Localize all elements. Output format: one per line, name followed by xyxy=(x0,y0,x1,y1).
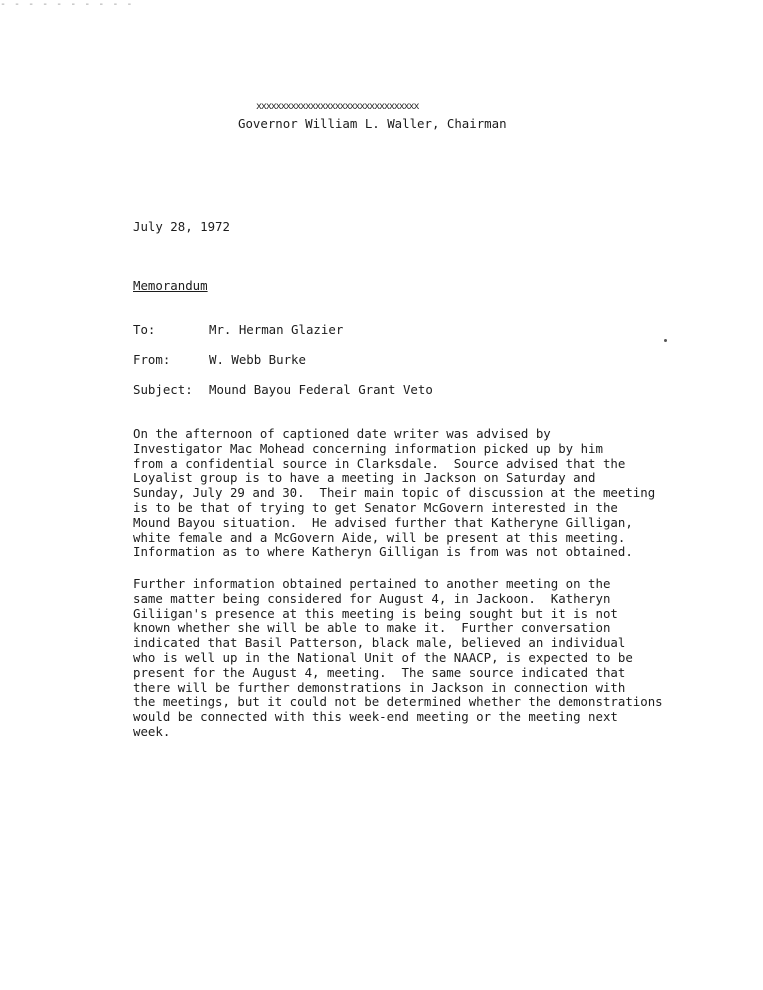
paragraph-2 xyxy=(133,577,693,740)
paragraph-line: Loyalist group is to have a meeting in Jackson on Saturday and xyxy=(133,470,596,486)
paragraph-line: white female and a McGovern Aide, will be present at this meeting. xyxy=(133,529,626,545)
subject-value: Mound Bayou Federal Grant Veto xyxy=(209,382,433,397)
paragraph-line: Investigator Mac Mohead concerning information picked up by him xyxy=(133,440,603,456)
chairman-line: Governor William L. Waller, Chairman xyxy=(238,116,507,131)
paragraph-line: known whether she will be able to make it. Further conversation xyxy=(133,620,611,636)
subject-label: Subject: xyxy=(133,382,193,397)
paragraph-line: is to be that of trying to get Senator McGovern interested in the xyxy=(133,499,618,515)
paragraph-line: same matter being considered for August 4, in Jackoon. Katheryn xyxy=(133,590,611,606)
paragraph-line: Giliigan's presence at this meeting is being sought but it is not xyxy=(133,605,618,621)
paragraph-line: would be connected with this week-end meeting or the meeting next xyxy=(133,709,618,725)
paragraph-line: On the afternoon of captioned date writer was advised by xyxy=(133,426,551,441)
paragraph-line: Mound Bayou situation. He advised further that Katheryne Gilligan, xyxy=(133,514,633,530)
paragraph-line: indicated that Basil Patterson, black male, believed an individual xyxy=(133,635,626,651)
paragraph-1 xyxy=(133,427,693,560)
corner-dots: - - - - - - - - - - xyxy=(0,0,134,10)
paragraph-line: Sunday, July 29 and 30. Their main topic of discussion at the meeting xyxy=(133,485,656,501)
from-value: W. Webb Burke xyxy=(209,352,306,367)
paragraph-line: Further information obtained pertained to another meeting on the xyxy=(133,576,611,591)
stray-mark xyxy=(664,339,667,342)
to-value: Mr. Herman Glazier xyxy=(209,322,344,337)
memo-heading: Memorandum xyxy=(133,278,208,293)
paragraph-line: the meetings, but it could not be determined whether the demonstrations xyxy=(133,694,663,710)
paragraph-line: there will be further demonstrations in Jackson in connection with xyxy=(133,679,626,695)
memo-date: July 28, 1972 xyxy=(133,219,230,234)
paragraph-line: week. xyxy=(133,723,171,739)
struck-out-line: xxxxxxxxxxxxxxxxxxxxxxxxxxxxxxxxx xyxy=(256,101,419,112)
paragraph-line: present for the August 4, meeting. The same source indicated that xyxy=(133,664,626,680)
paragraph-line: Information as to where Katheryn Gilligan is from was not obtained. xyxy=(133,544,633,560)
paragraph-line: from a confidential source in Clarksdale. Source advised that the xyxy=(133,455,626,471)
to-label: To: xyxy=(133,322,156,337)
from-label: From: xyxy=(133,352,171,367)
paragraph-line: who is well up in the National Unit of the NAACP, is expected to be xyxy=(133,649,633,665)
